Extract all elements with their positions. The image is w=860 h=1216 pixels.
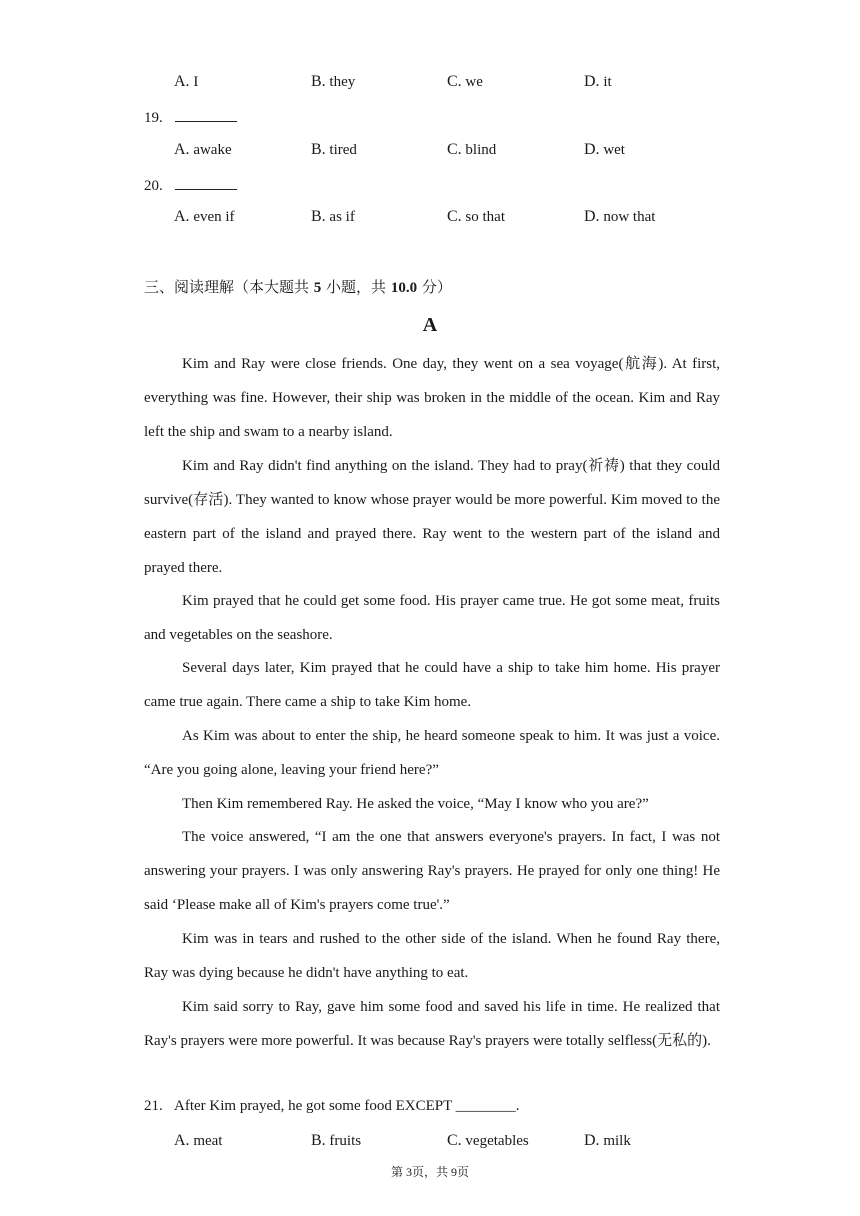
answer-blank[interactable] xyxy=(175,107,237,122)
q18-option-b[interactable]: B. they xyxy=(311,73,356,90)
page-footer: 第 3页，共 9页 xyxy=(390,1165,469,1179)
q19-option-a[interactable]: A. awake xyxy=(174,141,232,158)
q18-option-c[interactable]: C. we xyxy=(447,73,483,90)
passage-paragraph: Then Kim remembered Ray. He asked the voice, “May I know who you are?” xyxy=(182,796,649,812)
question-number: 19. xyxy=(144,107,237,127)
answer-blank[interactable] xyxy=(175,175,237,190)
q19-option-b[interactable]: B. tired xyxy=(311,141,357,158)
q21-option-c[interactable]: C. vegetables xyxy=(447,1132,529,1149)
q18-option-a[interactable]: A. I xyxy=(174,73,199,90)
q20-option-d[interactable]: D. now that xyxy=(584,208,656,225)
q18-option-d[interactable]: D. it xyxy=(584,73,612,90)
passage-paragraph: Kim was in tears and rushed to the other side of the island. When he found Ray there, Ray was dying because he didn't have anything to eat. xyxy=(144,931,720,981)
passage-paragraph: Kim prayed that he could get some food. His prayer came true. He got some meat, fruits and vegetables on the seashore. xyxy=(144,593,720,643)
q19-option-d[interactable]: D. wet xyxy=(584,141,625,158)
passage-title: A xyxy=(422,314,438,336)
q21-option-a[interactable]: A. meat xyxy=(174,1132,223,1149)
passage-paragraph: As Kim was about to enter the ship, he heard someone speak to him. It was just a voice. “Are you going alone, leaving your friend here?” xyxy=(144,728,720,778)
passage-paragraph: Kim said sorry to Ray, gave him some food and saved his life in time. He realized that Ray's prayers were more powerful. It was because Ray's prayers were totally selfless(无私的). xyxy=(144,999,720,1049)
question-stem: 21. After Kim prayed, he got some food EXCEPT ________. xyxy=(144,1098,520,1114)
question-number: 20. xyxy=(144,175,237,195)
q21-option-b[interactable]: B. fruits xyxy=(311,1132,362,1149)
section-heading: 三、阅读理解（本大题共 5 小题，共 10.0 分） xyxy=(144,278,452,296)
passage-paragraph: Kim and Ray didn't find anything on the island. They had to pray(祈祷) that they could survive(存活). They wanted to know whose prayer would be more powerful. Kim moved to the eastern part of the island and prayed there. Ray went to the western part of the island and prayed there. xyxy=(144,458,720,576)
q20-option-c[interactable]: C. so that xyxy=(447,208,506,225)
passage-paragraph: Kim and Ray were close friends. One day, they went on a sea voyage(航海). At first, everything was fine. However, their ship was broken in the middle of the ocean. Kim and Ray left the ship and swam to a nearby island. xyxy=(144,356,720,440)
passage-paragraph: Several days later, Kim prayed that he could have a ship to take him home. His prayer came true again. There came a ship to take Kim home. xyxy=(144,660,720,710)
q21-option-d[interactable]: D. milk xyxy=(584,1132,631,1149)
passage-paragraph: The voice answered, “I am the one that answers everyone's prayers. In fact, I was not answering your prayers. I was only answering Ray's prayers. He prayed for only one thing! He said ‘Please make all of Kim's prayers come true'.” xyxy=(144,829,720,913)
q20-option-a[interactable]: A. even if xyxy=(174,208,235,225)
q20-option-b[interactable]: B. as if xyxy=(311,208,355,225)
q19-option-c[interactable]: C. blind xyxy=(447,141,497,158)
